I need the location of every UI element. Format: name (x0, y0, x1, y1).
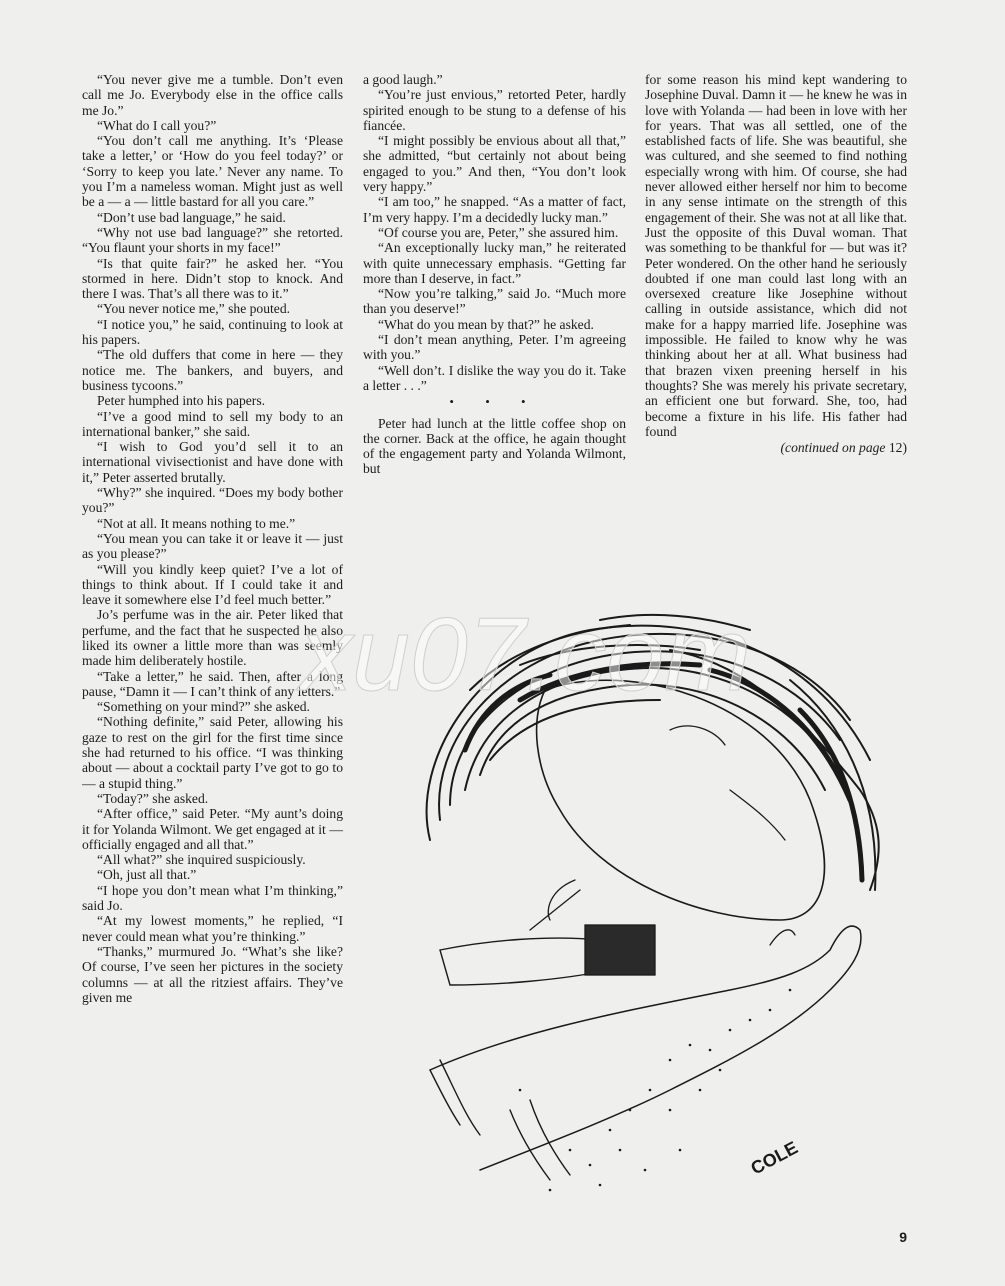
paragraph: “What do I call you?” (97, 117, 217, 133)
paragraph: for some reason his mind kept wandering to Josephine Duval. Damn it — he knew he was in love with Yolanda — had been in love with her for years. That was all settled, one of the established facts of life. She was beautiful, she was cultured, and she seemed to find nothing especially wrong with him. Of course, she had never allowed either herself nor him to become in any sense intimate on the strength of this engagement of their. She was not at all like that. Just the opposite of this Duval woman. That was something to be thankful for — but was it? Peter wondered. On the other hand he seriously doubted if one man could last long with an oversexed creature like Josephine without calling in outside assistance, which did not make for a happy married life. Josephine was impossible. He failed to know why he was thinking about her at all. What business had that brazen vixen preening herself in his thoughts? She was merely his private secretary, an efficient one but forward. She, too, had become a fixture in his life. His father had found (645, 72, 908, 439)
continued-label: (continued on page (780, 440, 886, 456)
page-number: 9 (899, 1229, 907, 1245)
paragraph: “An exceptionally lucky man,” he reiterated with quite unnecessary emphasis. “Getting far more than I deserve, in fact.” (363, 240, 626, 286)
text-column-3 (645, 72, 907, 455)
paragraph: “You never give me a tumble. Don’t even call me Jo. Everybody else in the office calls me Jo.” (82, 72, 343, 118)
paragraph: Jo’s perfume was in the air. Peter liked that perfume, and the fact that he suspected he also liked its owner a little more than was seemly made him deliberately hostile. (82, 607, 343, 669)
paragraph: “I don’t mean anything, Peter. I’m agreeing with you.” (363, 332, 626, 363)
hair-heavy-strokes (465, 664, 862, 880)
paragraph: “I might possibly be envious about all that,” she admitted, “but certainly not about being engaged to you.” And then, “You don’t look very happy.” (363, 133, 626, 195)
paragraph: “What do you mean by that?” he asked. (378, 316, 594, 332)
paragraph: “You mean you can take it or leave it — just as you please?” (82, 530, 343, 562)
paragraph: “I hope you don’t mean what I’m thinking,” said Jo. (82, 882, 343, 914)
artist-signature: COLE (747, 1137, 802, 1179)
legs (430, 1060, 480, 1135)
continued-note (645, 440, 907, 455)
cartoon-illustration (370, 590, 910, 1210)
continued-page: 12) (888, 440, 907, 456)
paragraph: “You’re just envious,” retorted Peter, hardly spirited enough to be stung to a defense of his fiancée. (363, 87, 626, 133)
paragraph: “I’ve a good mind to sell my body to an international banker,” she said. (82, 408, 343, 439)
paragraph: “Nothing definite,” said Peter, allowing his gaze to rest on the girl for the first time since she had returned to his office. “I was thinking about — about a cocktail party I’ve got to go to — a stupid thing.” (82, 714, 343, 791)
paragraph: Peter had lunch at the little coffee shop on the corner. Back at the office, he again thought of the engagement party and Yolanda Wilmont, but (363, 415, 626, 477)
paragraph: “Why not use bad language?” she retorted. “You flaunt your shorts in my face!” (82, 224, 343, 256)
paragraph: “The old duffers that come in here — they notice me. The bankers, and buyers, and business tycoons.” (82, 347, 343, 393)
paragraph: “After office,” said Peter. “My aunt’s doing it for Yolanda Wilmont. We get engaged at it — officially engaged and all that.” (82, 806, 343, 852)
paragraph: “Is that quite fair?” he asked her. “You stormed in here. Didn’t stop to knock. And there I was. That’s all there was to it.” (82, 255, 343, 302)
paragraph: a good laugh.” (363, 72, 443, 87)
paragraph: “All what?” she inquired suspiciously. (97, 852, 306, 868)
paragraph: “At my lowest moments,” he replied, “I never could mean what you’re thinking.” (82, 913, 343, 944)
text-column-2 (363, 72, 626, 477)
paragraph: “I am too,” he snapped. “As a matter of fact, I’m very happy. I’m a decidedly lucky man.” (363, 194, 626, 225)
face-outline (537, 680, 825, 920)
paragraph: “Will you kindly keep quiet? I’ve a lot of things to think about. If I could take it and leave it somewhere else I’d feel much better.” (82, 561, 343, 608)
paragraph: “You don’t call me anything. It’s ‘Please take a letter,’ or ‘How do you feel today?’ or ‘Sorry to keep you late.’ Never any name. To you I’m a nameless woman. Might just as well be a — a — little bastard for all you care.” (82, 133, 343, 210)
paragraph: “Take a letter,” he said. Then, after a long pause, “Damn it — I can’t think of any letters.” (82, 668, 343, 699)
watermark-text: xu07.com (300, 597, 751, 713)
paragraph: “I wish to God you’d sell it to an international vivisectionist and have done with it,” Peter asserted brutally. (82, 439, 343, 485)
paragraph: “Not at all. It means nothing to me.” (97, 515, 296, 531)
paragraph: “Something on your mind?” she asked. (97, 699, 310, 715)
hair-strokes (427, 615, 879, 890)
paragraph: “Well don’t. I dislike the way you do it. Take a letter . . .” (363, 362, 626, 393)
paragraph: Peter humphed into his papers. (97, 393, 266, 409)
section-separator: • • • (449, 394, 540, 410)
paragraph: “Why?” she inquired. “Does my body bother you?” (82, 485, 343, 516)
eye-line (670, 726, 725, 745)
text-column-1 (82, 72, 343, 1005)
paragraph: “Of course you are, Peter,” she assured him. (378, 224, 619, 240)
paragraph: “Now you’re talking,” said Jo. “Much more than you deserve!” (363, 286, 626, 317)
paragraph: “Today?” she asked. (97, 790, 209, 806)
paragraph: “Oh, just all that.” (97, 867, 197, 883)
paragraph: “Don’t use bad language,” he said. (97, 209, 286, 225)
paragraph: “You never notice me,” she pouted. (97, 301, 291, 317)
paragraph: “Thanks,” murmured Jo. “What’s she like? Of course, I’ve seen her pictures in the society columns — at all the ritziest affairs. They’ve given me (82, 943, 343, 1005)
paragraph: “I notice you,” he said, continuing to look at his papers. (82, 316, 343, 348)
dark-shorts (585, 925, 655, 975)
